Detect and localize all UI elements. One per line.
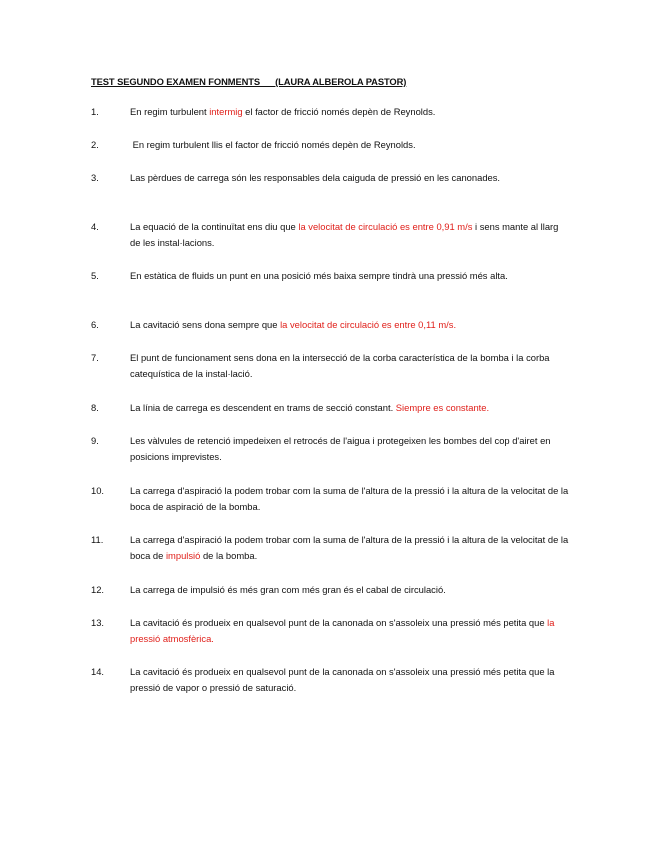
item-number: 10. (91, 485, 105, 496)
item-text-normal: La equació de la continuïtat ens diu que (130, 221, 299, 232)
item-text-normal: La cavitació és produeix en qualsevol punt de la canonada on s'assoleix una pressió més petita que la pressió de vapor o pressió de saturació. (130, 666, 555, 693)
item-text-highlight: la velocitat de circulació es entre 0,11 m/s. (280, 319, 457, 330)
item-number: 11. (91, 534, 104, 545)
item-text (130, 268, 570, 284)
item-text-normal: La cavitació és produeix en qualsevol punt de la canonada on s'assoleix una pressió més petita que (130, 617, 548, 628)
item-number: 7. (91, 352, 99, 363)
item-number: 2. (91, 139, 99, 150)
item-text-normal: En estàtica de fluids un punt en una posició més baixa sempre tindrà una pressió més alta. (130, 270, 508, 281)
item-text (130, 400, 570, 416)
item-text (130, 137, 570, 153)
item-text-highlight: la pressió atmosfèrica. (130, 617, 555, 644)
item-text-highlight: Siempre es constante. (395, 402, 490, 413)
item-number: 3. (91, 172, 99, 183)
item-text (130, 483, 570, 515)
item-text-normal: La carrega de impulsió és més gran com més gran és el cabal de circulació. (130, 584, 446, 595)
item-text-normal: En regim turbulent (130, 106, 210, 117)
item-text-normal: La carrega d'aspiració la podem trobar com la suma de l'altura de la pressió i la altura de la velocitat de la boca de aspiració de la bomba. (130, 485, 569, 512)
item-text-normal: el factor de fricció només depèn de Reynolds. (242, 106, 436, 117)
item-number: 8. (91, 402, 99, 413)
item-text (130, 219, 570, 251)
item-number: 1. (91, 106, 99, 117)
item-text-normal: La cavitació sens dona sempre que (130, 319, 281, 330)
item-number: 9. (91, 435, 99, 446)
item-text-highlight: intermig (209, 106, 243, 117)
item-text-normal: de la bomba. (200, 550, 258, 561)
item-number: 13. (91, 617, 105, 628)
item-text-normal: La carrega d'aspiració la podem trobar com la suma de l'altura de la pressió i la altura de la velocitat de la boca de (130, 534, 569, 561)
item-text (130, 170, 570, 186)
item-text-normal: El punt de funcionament sens dona en la intersecció de la corba característica de la bomba i la corba catequística de la instal·lació. (130, 352, 550, 379)
item-text-normal: En regim turbulent llis el factor de fricció només depèn de Reynolds. (130, 139, 416, 150)
item-text (130, 532, 570, 564)
item-text (130, 350, 570, 382)
item-text (130, 664, 570, 696)
item-text-normal: i sens mante al llarg de les instal·lacions. (130, 221, 559, 248)
item-text-normal: Les vàlvules de retenció impedeixen el retrocés de l'aigua i protegeixen les bombes del cop d'airet en posicions imprevistes. (130, 435, 551, 462)
item-text (130, 317, 570, 333)
item-text-normal: La línia de carrega es descendent en trams de secció constant. (130, 402, 396, 413)
item-text (130, 104, 570, 120)
item-text-highlight: impulsió (165, 550, 201, 561)
item-number: 5. (91, 270, 99, 281)
item-text-normal: Las pèrdues de carrega són les responsables dela caiguda de pressió en les canonades. (130, 172, 501, 183)
item-text-highlight: la velocitat de circulació es entre 0,91 m/s (298, 221, 473, 232)
item-number: 14. (91, 666, 105, 677)
item-number: 6. (91, 319, 99, 330)
document-title: TEST SEGUNDO EXAMEN FONMENTS (LAURA ALBEROLA PASTOR) (91, 76, 407, 87)
item-number: 4. (91, 221, 99, 232)
item-text (130, 433, 570, 465)
item-text (130, 615, 570, 647)
item-number: 12. (91, 584, 105, 595)
item-text (130, 582, 570, 598)
